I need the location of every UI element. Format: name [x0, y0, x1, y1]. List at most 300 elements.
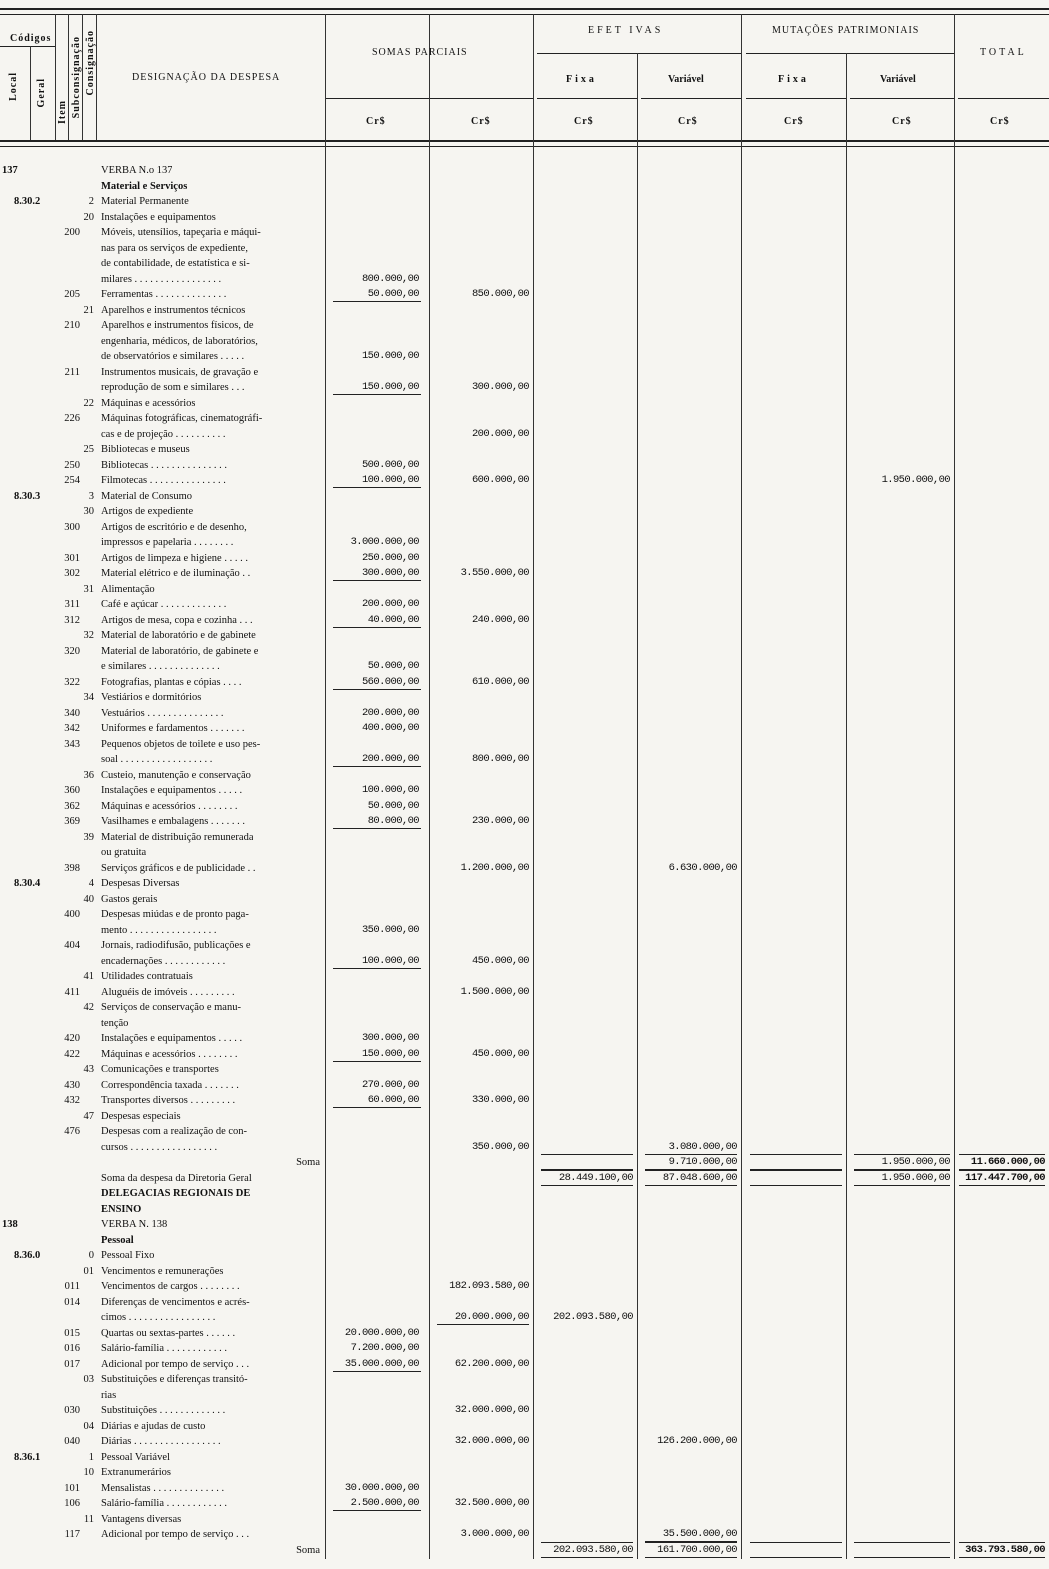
expense-description: Pessoal Variável: [101, 1452, 170, 1463]
total-rule-bottom: [854, 1185, 950, 1186]
expense-description: Transportes diversos . . . . . . . . .: [101, 1095, 236, 1106]
parcial-2-value: 450.000,00: [471, 1048, 529, 1060]
expense-description: Extranumerários: [101, 1467, 171, 1478]
subconsignacao-code: 36: [83, 770, 94, 781]
header-designacao: DESIGNAÇÃO DA DESPESA: [132, 72, 281, 83]
header-rule: [537, 53, 741, 54]
parcial-2-value: 800.000,00: [471, 753, 529, 765]
expense-description: Vasilhames e embalagens . . . . . . .: [101, 816, 246, 827]
total-rule-top: [959, 1542, 1045, 1543]
header-top-rule-2: [0, 14, 1049, 15]
geral-code: 8.30.2: [14, 196, 41, 207]
item-code: 011: [64, 1281, 80, 1292]
expense-description: Comunicações e transportes: [101, 1064, 219, 1075]
expense-description: Aparelhos e instrumentos técnicos: [101, 305, 246, 316]
total-value: 11.660.000,00: [970, 1156, 1045, 1168]
total-rule-bottom: [750, 1557, 842, 1558]
item-code: 476: [64, 1126, 80, 1137]
expense-description: Café e açúcar . . . . . . . . . . . . .: [101, 599, 227, 610]
item-code: 340: [64, 708, 80, 719]
item-code: 432: [64, 1095, 80, 1106]
efetiva-fixa-value: 202.093.580,00: [553, 1544, 633, 1556]
expense-description: Diárias . . . . . . . . . . . . . . . . .: [101, 1436, 221, 1447]
parcial-1-value: 2.500.000,00: [350, 1497, 419, 1509]
expense-description: mento . . . . . . . . . . . . . . . . .: [101, 925, 217, 936]
subconsignacao-code: 04: [83, 1421, 94, 1432]
geral-code: 8.36.0: [14, 1250, 41, 1261]
header-somas-parciais: SOMAS PARCIAIS: [372, 47, 468, 58]
expense-description: milares . . . . . . . . . . . . . . . . .: [101, 274, 222, 285]
parcial-2-value: 62.200.000,00: [454, 1358, 529, 1370]
expense-description: Pessoal Fixo: [101, 1250, 155, 1261]
item-code: 398: [64, 863, 80, 874]
section-heading: DELEGACIAS REGIONAIS DE: [101, 1188, 251, 1199]
parcial-1-value: 350.000,00: [361, 924, 419, 936]
parcial-2-value: 32.500.000,00: [454, 1497, 529, 1509]
header-rule: [746, 98, 846, 99]
total-rule-top: [541, 1542, 633, 1543]
expense-description: Utilidades contratuais: [101, 971, 193, 982]
parcial-1-value: 200.000,00: [361, 707, 419, 719]
expense-description: ou gratuita: [101, 847, 147, 858]
local-code: 137: [2, 165, 18, 176]
parcial-1-value: 3.000.000,00: [350, 536, 419, 548]
subtotal-rule: [437, 1324, 529, 1325]
expense-description: VERBA N.o 137: [101, 165, 173, 176]
item-code: 343: [64, 739, 80, 750]
expense-description: Vantagens diversas: [101, 1514, 182, 1525]
expense-description: reprodução de som e similares . . .: [101, 382, 245, 393]
header-mutacoes: MUTAÇÕES PATRIMONIAIS: [772, 25, 920, 36]
item-code: 400: [64, 909, 80, 920]
expense-description: cimos . . . . . . . . . . . . . . . . .: [101, 1312, 216, 1323]
col-divider: [741, 14, 742, 1559]
parcial-2-value: 1.200.000,00: [460, 862, 529, 874]
total-rule-top: [750, 1154, 842, 1155]
parcial-2-value: 3.550.000,00: [460, 567, 529, 579]
item-code: 322: [64, 677, 80, 688]
section-heading: Material e Serviços: [101, 181, 188, 192]
item-code: 226: [64, 413, 80, 424]
parcial-1-value: 80.000,00: [367, 815, 419, 827]
parcial-2-value: 330.000,00: [471, 1094, 529, 1106]
expense-description: Quartas ou sextas-partes . . . . . .: [101, 1328, 236, 1339]
parcial-1-value: 100.000,00: [361, 955, 419, 967]
header-rule: [641, 98, 741, 99]
total-rule-top: [750, 1542, 842, 1543]
parcial-1-value: 200.000,00: [361, 753, 419, 765]
expense-description: soal . . . . . . . . . . . . . . . . . .: [101, 754, 213, 765]
consignacao-code: 4: [88, 878, 94, 889]
total-rule-top: [645, 1154, 737, 1155]
total-rule-top: [541, 1170, 633, 1171]
subconsignacao-code: 25: [83, 444, 94, 455]
header-rule: [850, 98, 954, 99]
item-code: 404: [64, 940, 80, 951]
subconsignacao-code: 32: [83, 630, 94, 641]
parcial-1-value: 270.000,00: [361, 1079, 419, 1091]
item-code: 210: [64, 320, 80, 331]
efetiva-variavel-value: 126.200.000,00: [657, 1435, 737, 1447]
subconsignacao-code: 30: [83, 506, 94, 517]
item-code: 106: [64, 1498, 80, 1509]
item-code: 300: [64, 522, 80, 533]
efetiva-fixa-value: 202.093.580,00: [553, 1311, 633, 1323]
expense-description: Aluguéis de imóveis . . . . . . . . .: [101, 987, 235, 998]
expense-description: Uniformes e fardamentos . . . . . . .: [101, 723, 245, 734]
expense-description: Material Permanente: [101, 196, 189, 207]
expense-description: Bibliotecas e museus: [101, 444, 190, 455]
item-code: 302: [64, 568, 80, 579]
expense-description: Fotografias, plantas e cópias . . . .: [101, 677, 242, 688]
item-code: 430: [64, 1080, 80, 1091]
expense-description: Despesas miúdas e de pronto paga-: [101, 909, 249, 920]
expense-description: impressos e papelaria . . . . . . . .: [101, 537, 234, 548]
subconsignacao-code: 22: [83, 398, 94, 409]
mutacao-variavel-value: 1.950.000,00: [881, 1156, 950, 1168]
subtotal-rule: [333, 689, 421, 690]
col-divider: [68, 14, 69, 140]
total-rule-bottom: [959, 1185, 1045, 1186]
item-code: 369: [64, 816, 80, 827]
efetiva-variavel-value: 35.500.000,00: [662, 1528, 737, 1540]
item-code: 017: [64, 1359, 80, 1370]
parcial-2-value: 240.000,00: [471, 614, 529, 626]
parcial-2-value: 850.000,00: [471, 288, 529, 300]
expense-description: engenharia, médicos, de laboratórios,: [101, 336, 258, 347]
expense-description: Mensalistas . . . . . . . . . . . . . .: [101, 1483, 225, 1494]
parcial-1-value: 560.000,00: [361, 676, 419, 688]
total-rule-top: [959, 1154, 1045, 1155]
efetiva-variavel-value: 161.700.000,00: [657, 1544, 737, 1556]
expense-description: Soma da despesa da Diretoria Geral: [101, 1173, 252, 1184]
efetiva-variavel-value: 3.080.000,00: [668, 1141, 737, 1153]
subtotal-rule: [333, 627, 421, 628]
expense-description: Instrumentos musicais, de gravação e: [101, 367, 259, 378]
expense-description: Máquinas e acessórios . . . . . . . .: [101, 801, 238, 812]
parcial-1-value: 300.000,00: [361, 1032, 419, 1044]
header-efetivas-variavel: Variável: [668, 74, 704, 85]
total-rule-top: [959, 1170, 1045, 1171]
expense-description: Salário-família . . . . . . . . . . . .: [101, 1498, 227, 1509]
expense-description: Salário-família . . . . . . . . . . . .: [101, 1343, 227, 1354]
subtotal-rule: [333, 1107, 421, 1108]
parcial-2-value: 300.000,00: [471, 381, 529, 393]
parcial-1-value: 35.000.000,00: [344, 1358, 419, 1370]
expense-description: cas e de projeção . . . . . . . . . .: [101, 429, 226, 440]
header-geral: Geral: [36, 78, 47, 108]
expense-description: tenção: [101, 1018, 129, 1029]
parcial-1-value: 800.000,00: [361, 273, 419, 285]
expense-description: Material de distribuição remunerada: [101, 832, 254, 843]
expense-description: Vencimentos e remunerações: [101, 1266, 224, 1277]
expense-description: Despesas com a realização de con-: [101, 1126, 248, 1137]
parcial-2-value: 32.000.000,00: [454, 1404, 529, 1416]
subconsignacao-code: 31: [83, 584, 94, 595]
expense-description: de contabilidade, de estatística e si-: [101, 258, 250, 269]
parcial-1-value: 50.000,00: [367, 800, 419, 812]
expense-description: Vestiários e dormitórios: [101, 692, 202, 703]
header-rule: [325, 98, 429, 99]
local-code: 138: [2, 1219, 18, 1230]
item-code: 420: [64, 1033, 80, 1044]
expense-description: Adicional por tempo de serviço . . .: [101, 1359, 250, 1370]
item-code: 342: [64, 723, 80, 734]
geral-code: 8.30.3: [14, 491, 41, 502]
efetiva-fixa-value: 28.449.100,00: [558, 1172, 633, 1184]
item-code: 200: [64, 227, 80, 238]
header-local: Local: [8, 72, 19, 101]
subtotal-rule: [333, 487, 421, 488]
consignacao-code: 1: [88, 1452, 94, 1463]
total-rule-top: [541, 1154, 633, 1155]
item-code: 211: [64, 367, 80, 378]
expense-description: Substituições e diferenças transitó-: [101, 1374, 248, 1385]
header-bottom-rule: [0, 140, 1049, 142]
expense-description: Instalações e equipamentos . . . . .: [101, 1033, 243, 1044]
expense-description: Máquinas e acessórios . . . . . . . .: [101, 1049, 238, 1060]
parcial-1-value: 250.000,00: [361, 552, 419, 564]
expense-description: Máquinas fotográficas, cinematográfi-: [101, 413, 263, 424]
item-code: 101: [64, 1483, 80, 1494]
subconsignacao-code: 11: [83, 1514, 94, 1525]
parcial-1-value: 100.000,00: [361, 784, 419, 796]
item-code: 422: [64, 1049, 80, 1060]
item-code: 362: [64, 801, 80, 812]
item-code: 205: [64, 289, 80, 300]
expense-description: Serviços de conservação e manu-: [101, 1002, 241, 1013]
expense-description: Material de Consumo: [101, 491, 192, 502]
parcial-1-value: 60.000,00: [367, 1094, 419, 1106]
parcial-1-value: 50.000,00: [367, 660, 419, 672]
subconsignacao-code: 03: [83, 1374, 94, 1385]
total-rule-top: [645, 1170, 737, 1171]
header-efetivas: EFET IVAS: [588, 25, 664, 36]
expense-description: Artigos de mesa, copa e cozinha . . .: [101, 615, 253, 626]
efetiva-variavel-value: 9.710.000,00: [668, 1156, 737, 1168]
header-rule: [537, 98, 637, 99]
subconsignacao-code: 41: [83, 971, 94, 982]
currency-efetivas-variavel: Cr$: [678, 116, 698, 127]
subtotal-rule: [333, 828, 421, 829]
total-rule-top: [854, 1542, 950, 1543]
parcial-2-value: 1.500.000,00: [460, 986, 529, 998]
item-code: 040: [64, 1436, 80, 1447]
expense-description: Móveis, utensílios, tapeçaria e máqui-: [101, 227, 261, 238]
col-divider: [637, 53, 638, 1559]
expense-description: rias: [101, 1390, 117, 1401]
currency-somas-1: Cr$: [366, 116, 386, 127]
currency-efetivas-fixa: Cr$: [574, 116, 594, 127]
currency-mutacoes-variavel: Cr$: [892, 116, 912, 127]
subconsignacao-code: 34: [83, 692, 94, 703]
expense-description: Bibliotecas . . . . . . . . . . . . . . .: [101, 460, 227, 471]
total-rule-bottom: [541, 1185, 633, 1186]
soma-label: Soma: [296, 1545, 320, 1556]
subtotal-rule: [333, 301, 421, 302]
expense-description: Filmotecas . . . . . . . . . . . . . . .: [101, 475, 226, 486]
col-divider: [96, 14, 97, 140]
total-rule-top: [854, 1170, 950, 1171]
header-top-rule: [0, 8, 1049, 10]
expense-description: Material de laboratório e de gabinete: [101, 630, 256, 641]
col-divider: [846, 53, 847, 1559]
expense-description: Diferenças de vencimentos e acrés-: [101, 1297, 250, 1308]
expense-description: cursos . . . . . . . . . . . . . . . . .: [101, 1142, 218, 1153]
item-code: 014: [64, 1297, 80, 1308]
subtotal-rule: [333, 766, 421, 767]
expense-description: Gastos gerais: [101, 894, 158, 905]
expense-description: Artigos de expediente: [101, 506, 194, 517]
header-subconsignacao: Subconsignação: [71, 36, 82, 119]
expense-description: e similares . . . . . . . . . . . . . .: [101, 661, 220, 672]
total-rule-bottom: [959, 1557, 1045, 1558]
subtotal-rule: [333, 1510, 421, 1511]
col-divider: [55, 14, 56, 140]
expense-description: Artigos de escritório e de desenho,: [101, 522, 247, 533]
parcial-1-value: 150.000,00: [361, 350, 419, 362]
parcial-1-value: 30.000.000,00: [344, 1482, 419, 1494]
item-code: 250: [64, 460, 80, 471]
expense-description: nas para os serviços de expediente,: [101, 243, 248, 254]
expense-description: Adicional por tempo de serviço . . .: [101, 1529, 250, 1540]
header-mutacoes-variavel: Variável: [880, 74, 916, 85]
header-item: Item: [57, 100, 68, 124]
parcial-2-value: 450.000,00: [471, 955, 529, 967]
consignacao-code: 3: [88, 491, 94, 502]
parcial-1-value: 40.000,00: [367, 614, 419, 626]
parcial-1-value: 200.000,00: [361, 598, 419, 610]
header-rule: [958, 98, 1049, 99]
parcial-2-value: 3.000.000,00: [460, 1528, 529, 1540]
expense-description: Jornais, radiodifusão, publicações e: [101, 940, 251, 951]
consignacao-code: 0: [88, 1250, 94, 1261]
expense-description: Material elétrico e de iluminação . .: [101, 568, 251, 579]
total-rule-top: [645, 1542, 737, 1543]
expense-description: Substituições . . . . . . . . . . . . .: [101, 1405, 226, 1416]
parcial-2-value: 230.000,00: [471, 815, 529, 827]
header-rule: [0, 46, 55, 47]
item-code: 411: [64, 987, 80, 998]
parcial-1-value: 150.000,00: [361, 381, 419, 393]
header-total: TOTAL: [980, 47, 1027, 58]
consignacao-code: 2: [88, 196, 94, 207]
expense-description: Aparelhos e instrumentos físicos, de: [101, 320, 254, 331]
expense-description: Vencimentos de cargos . . . . . . . .: [101, 1281, 240, 1292]
expense-description: Instalações e equipamentos . . . . .: [101, 785, 243, 796]
section-heading: Pessoal: [101, 1235, 134, 1246]
efetiva-variavel-value: 6.630.000,00: [668, 862, 737, 874]
subconsignacao-code: 47: [83, 1111, 94, 1122]
item-code: 320: [64, 646, 80, 657]
geral-code: 8.30.4: [14, 878, 41, 889]
expense-description: encadernações . . . . . . . . . . . .: [101, 956, 226, 967]
expense-description: Despesas Diversas: [101, 878, 180, 889]
currency-somas-2: Cr$: [471, 116, 491, 127]
item-code: 016: [64, 1343, 80, 1354]
item-code: 311: [64, 599, 80, 610]
expense-description: Instalações e equipamentos: [101, 212, 216, 223]
parcial-2-value: 350.000,00: [471, 1141, 529, 1153]
col-divider: [954, 14, 955, 1559]
total-rule-top: [854, 1154, 950, 1155]
subtotal-rule: [333, 968, 421, 969]
geral-code: 8.36.1: [14, 1452, 41, 1463]
item-code: 360: [64, 785, 80, 796]
parcial-2-value: 32.000.000,00: [454, 1435, 529, 1447]
subconsignacao-code: 40: [83, 894, 94, 905]
expense-description: de observatórios e similares . . . . .: [101, 351, 245, 362]
item-code: 312: [64, 615, 80, 626]
item-code: 030: [64, 1405, 80, 1416]
parcial-1-value: 300.000,00: [361, 567, 419, 579]
subconsignacao-code: 20: [83, 212, 94, 223]
subtotal-rule: [333, 1371, 421, 1372]
currency-total: Cr$: [990, 116, 1010, 127]
subtotal-rule: [333, 580, 421, 581]
expense-description: Serviços gráficos e de publicidade . .: [101, 863, 256, 874]
parcial-1-value: 150.000,00: [361, 1048, 419, 1060]
col-divider: [429, 14, 430, 1559]
expense-description: VERBA N. 138: [101, 1219, 168, 1230]
total-rule-bottom: [541, 1557, 633, 1558]
expense-description: Custeio, manutenção e conservação: [101, 770, 251, 781]
item-code: 301: [64, 553, 80, 564]
section-heading: ENSINO: [101, 1204, 142, 1215]
expense-description: Despesas especiais: [101, 1111, 181, 1122]
mutacao-variavel-value: 1.950.000,00: [881, 474, 950, 486]
col-divider: [82, 14, 83, 140]
header-efetivas-fixa: Fixa: [566, 74, 597, 85]
expense-description: Artigos de limpeza e higiene . . . . .: [101, 553, 248, 564]
total-rule-bottom: [645, 1185, 737, 1186]
total-rule-bottom: [750, 1185, 842, 1186]
parcial-1-value: 50.000,00: [367, 288, 419, 300]
item-code: 015: [64, 1328, 80, 1339]
total-rule-bottom: [645, 1557, 737, 1558]
expense-description: Máquinas e acessórios: [101, 398, 196, 409]
header-codigos: Códigos: [10, 33, 52, 44]
total-rule-bottom: [854, 1557, 950, 1558]
item-code: 117: [64, 1529, 80, 1540]
currency-mutacoes-fixa: Cr$: [784, 116, 804, 127]
item-code: 254: [64, 475, 80, 486]
subtotal-rule: [333, 394, 421, 395]
subconsignacao-code: 01: [83, 1266, 94, 1277]
parcial-2-value: 610.000,00: [471, 676, 529, 688]
expense-description: Vestuários . . . . . . . . . . . . . . .: [101, 708, 224, 719]
subconsignacao-code: 21: [83, 305, 94, 316]
subtotal-rule: [333, 1061, 421, 1062]
total-rule-top: [750, 1170, 842, 1171]
efetiva-variavel-value: 87.048.600,00: [662, 1172, 737, 1184]
subconsignacao-code: 10: [83, 1467, 94, 1478]
parcial-2-value: 200.000,00: [471, 428, 529, 440]
total-value: 363.793.580,00: [965, 1544, 1045, 1556]
subconsignacao-code: 39: [83, 832, 94, 843]
expense-description: Pequenos objetos de toilete e uso pes-: [101, 739, 261, 750]
expense-description: Alimentação: [101, 584, 155, 595]
parcial-1-value: 7.200.000,00: [350, 1342, 419, 1354]
parcial-2-value: 20.000.000,00: [454, 1311, 529, 1323]
header-rule: [746, 53, 954, 54]
soma-label: Soma: [296, 1157, 320, 1168]
parcial-1-value: 20.000.000,00: [344, 1327, 419, 1339]
expense-description: Diárias e ajudas de custo: [101, 1421, 206, 1432]
subconsignacao-code: 43: [83, 1064, 94, 1075]
mutacao-variavel-value: 1.950.000,00: [881, 1172, 950, 1184]
col-divider: [30, 46, 31, 140]
